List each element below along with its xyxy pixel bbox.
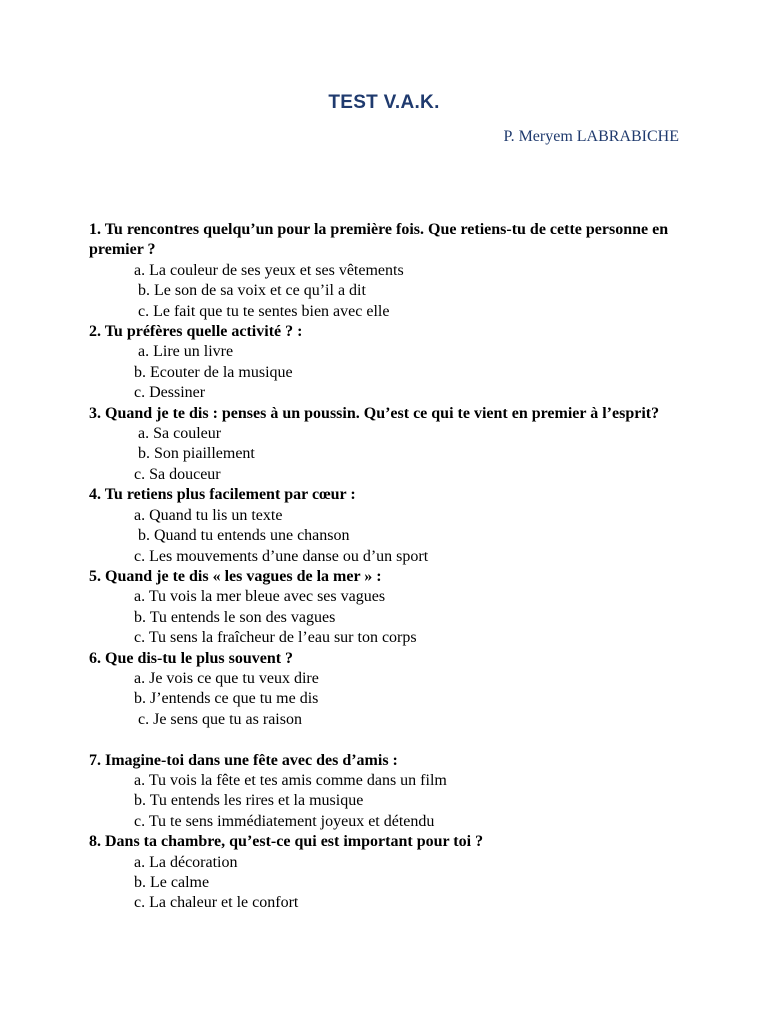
answer-option: a. Lire un livre: [138, 343, 234, 361]
answer-option: a. La décoration: [134, 853, 238, 871]
spacer: [89, 730, 689, 750]
question-6: 6. Que dis-tu le plus souvent ?: [89, 649, 294, 667]
answer-option: b. Ecouter de la musique: [134, 363, 293, 381]
question-2: 2. Tu préfères quelle activité ? :: [89, 323, 303, 341]
answer-option: b. Son piaillement: [138, 445, 255, 463]
answer-option: c. Sa douceur: [134, 465, 221, 483]
answer-option: c. Les mouvements d’une danse ou d’un sport: [134, 547, 429, 565]
answer-option: c. Tu sens la fraîcheur de l’eau sur ton corps: [134, 629, 417, 647]
answer-option: b. Le son de sa voix et ce qu’il a dit: [138, 282, 366, 300]
question-3: 3. Quand je te dis : penses à un poussin. Qu’est ce qui te vient en premier à l’esprit?: [89, 404, 660, 422]
answer-option: b. Tu entends les rires et la musique: [134, 792, 364, 810]
answer-option: a. La couleur de ses yeux et ses vêtements: [134, 261, 404, 279]
answer-option: a. Tu vois la mer bleue avec ses vagues: [134, 588, 386, 606]
answer-option: c. Tu te sens immédiatement joyeux et détendu: [134, 812, 435, 830]
question-8: 8. Dans ta chambre, qu’est-ce qui est important pour toi ?: [89, 833, 484, 851]
answer-option: b. Le calme: [134, 873, 210, 891]
answer-option: b. Quand tu entends une chanson: [138, 527, 350, 545]
answer-option: a. Quand tu lis un texte: [134, 506, 283, 524]
quiz-body: [89, 220, 689, 914]
question-7: 7. Imagine-toi dans une fête avec des d’amis :: [89, 751, 398, 769]
document-author: P. Meryem LABRABICHE: [503, 128, 679, 145]
question-5: 5. Quand je te dis « les vagues de la mer » :: [89, 567, 382, 585]
answer-option: a. Sa couleur: [138, 425, 222, 443]
answer-option: c. Je sens que tu as raison: [138, 710, 302, 728]
answer-option: c. Le fait que tu te sentes bien avec elle: [138, 302, 390, 320]
question-4: 4. Tu retiens plus facilement par cœur :: [89, 486, 356, 504]
answer-option: a. Je vois ce que tu veux dire: [134, 669, 319, 687]
answer-option: c. Dessiner: [134, 384, 206, 402]
question-1: 1. Tu rencontres quelqu’un pour la première fois. Que retiens-tu de cette personne en premier ?: [89, 221, 669, 259]
answer-option: b. Tu entends le son des vagues: [134, 608, 336, 626]
answer-option: a. Tu vois la fête et tes amis comme dans un film: [134, 771, 447, 789]
answer-option: c. La chaleur et le confort: [134, 894, 299, 912]
answer-option: b. J’entends ce que tu me dis: [134, 690, 319, 708]
document-title: TEST V.A.K.: [328, 92, 440, 113]
